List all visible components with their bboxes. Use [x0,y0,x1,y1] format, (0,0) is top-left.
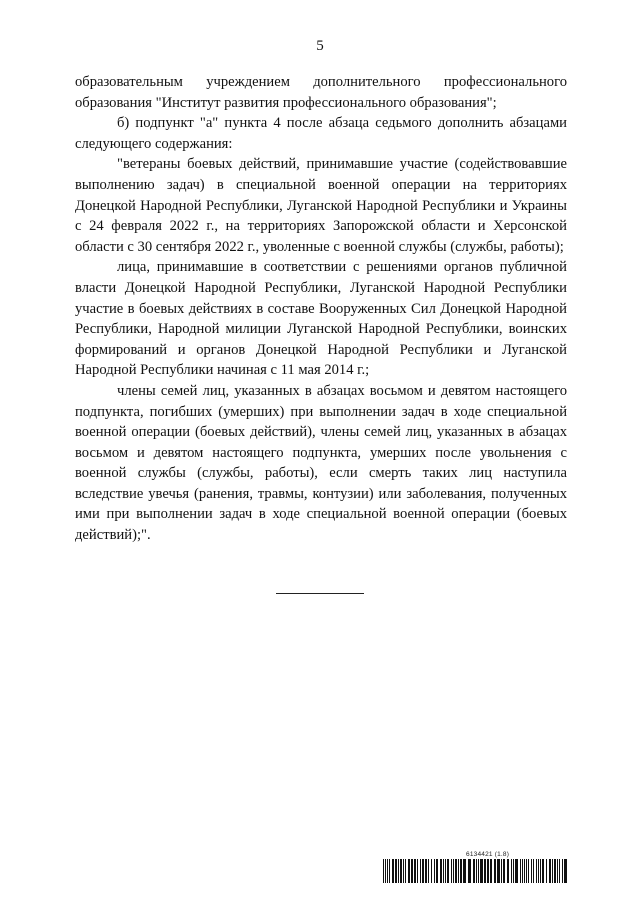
paragraph-subpoint-b: б) подпункт "а" пункта 4 после абзаца седьмого дополнить абзацами следующего содержания: [75,115,567,152]
paragraph-continuation: образовательным учреждением дополнительного профессионального образования "Институт развития профессионального образования"; [75,74,567,111]
barcode-bar [528,859,529,883]
barcode-bar [494,859,496,883]
barcode-bar [487,859,489,883]
barcode-bar [387,859,388,883]
barcode-icon [383,859,568,883]
barcode-bar [480,859,483,883]
barcode-bar [478,859,479,883]
barcode-bar [453,859,454,883]
barcode-bar [414,859,416,883]
paragraph-persons: лица, принимавшие в соответствии с решениями органов публичной власти Донецкой Народной Республики, Луганской Народной Республики участие в боевых действиях в составе Вооруженных Сил Донецкой Народной Республики, Народной милиции Луганской Народной Республики, воинских формирований и органов Донецкой Народной Республики и Луганской Народной Республики начиная с 11 мая 2014 г.; [75,259,567,379]
barcode-bar [536,859,537,883]
barcode-bar [546,859,547,883]
barcode-bar [533,859,534,883]
barcode-bar [501,859,502,883]
barcode-bar [564,859,567,883]
barcode-bar [389,859,390,883]
barcode-bar [559,859,560,883]
barcode-bar [463,859,466,883]
barcode-bar [395,859,397,883]
barcode-bar [549,859,551,883]
barcode-bar [557,859,558,883]
barcode-bar [503,859,505,883]
barcode-bar [562,859,563,883]
barcode-bar [522,859,523,883]
barcode-bar [436,859,438,883]
barcode-bar [434,859,435,883]
barcode-bar [422,859,424,883]
barcode-bar [473,859,475,883]
barcode-bar [425,859,427,883]
document-body [75,72,567,546]
barcode-bar [400,859,402,883]
barcode-bar [405,859,406,883]
barcode-bar [383,859,384,883]
barcode-bar [515,859,518,883]
barcode-bar [507,859,509,883]
barcode-bar [531,859,532,883]
barcode-bar [538,859,539,883]
barcode-bar [542,859,544,883]
barcode-bar [392,859,394,883]
barcode-bar [552,859,553,883]
document-code: 6134421 (1.8) [466,851,510,858]
barcode-bar [440,859,442,883]
barcode-bar [408,859,410,883]
paragraph-family-members: члены семей лиц, указанных в абзацах восьмом и девятом настоящего подпункта, погибших (умерших) при выполнении задач в ходе специальной военной операции (боевых действий), члены семей лиц, указанных в абзацах восьмом и девятом настоящего подпункта, умерших после увольнения с военной службы (службы, работы), если смерть таких лиц наступила вследствие увечья (ранения, травмы, контузии) или заболевания, полученных ими при выполнении задач в ходе специальной военной операции (боевых действий);". [75,382,567,544]
barcode-bar [445,859,446,883]
barcode-bar [398,859,399,883]
barcode-bar [451,859,452,883]
barcode-bar [554,859,556,883]
barcode-bar [526,859,527,883]
barcode-bar [420,859,421,883]
paragraph-veterans: "ветераны боевых действий, принимавшие участие (содействовавшие выполнению задач) в специальной военной операции на территориях Донецкой Народной Республики, Луганской Народной Республики и Украины с 24 февраля 2022 г., на территориях Запорожской области и Херсонской области с 30 сентября 2022 г., уволенные с военной службы (службы, работы); [75,156,567,255]
barcode-bar [513,859,514,883]
barcode-bar [484,859,486,883]
barcode-bar [497,859,500,883]
barcode-bar [447,859,449,883]
barcode-bar [476,859,477,883]
barcode-bar [460,859,462,883]
barcode-bar [417,859,418,883]
barcode-bar [428,859,429,883]
barcode-bar [385,859,386,883]
barcode-bar [411,859,413,883]
barcode-bar [458,859,459,883]
barcode-bar [468,859,471,883]
barcode-bar [520,859,521,883]
barcode-bar [511,859,512,883]
page-number: 5 [316,38,324,54]
barcode-bar [403,859,404,883]
closing-rule [276,593,364,594]
barcode-bar [524,859,525,883]
barcode-bar [431,859,432,883]
barcode-bar [540,859,541,883]
barcode-bar [455,859,457,883]
barcode-bar [490,859,492,883]
barcode-bar [443,859,444,883]
